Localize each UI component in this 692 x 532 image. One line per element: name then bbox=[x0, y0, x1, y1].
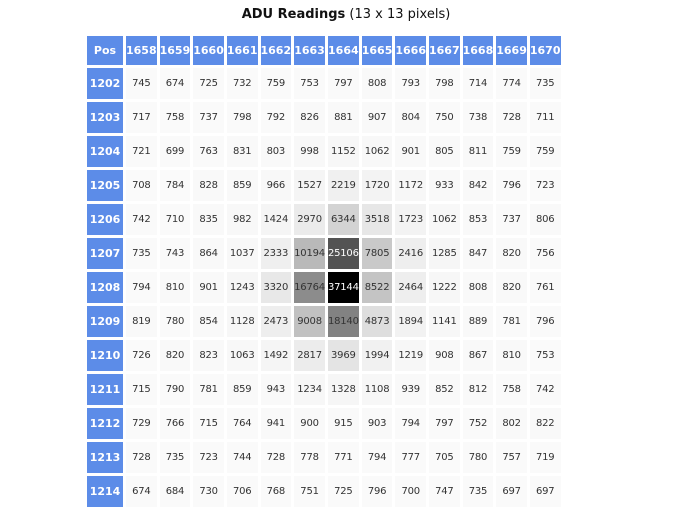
adu-cell-1663-1202: 753 bbox=[294, 68, 325, 99]
adu-cell-1665-1214: 796 bbox=[362, 476, 393, 507]
adu-cell-1665-1210: 1994 bbox=[362, 340, 393, 371]
adu-cell-1669-1203: 728 bbox=[496, 102, 527, 133]
adu-cell-1666-1214: 700 bbox=[395, 476, 426, 507]
adu-cell-1660-1203: 737 bbox=[193, 102, 224, 133]
adu-cell-1668-1205: 842 bbox=[463, 170, 494, 201]
column-header-1660: 1660 bbox=[193, 36, 224, 65]
adu-cell-1660-1213: 723 bbox=[193, 442, 224, 473]
adu-cell-1661-1209: 1128 bbox=[227, 306, 258, 337]
adu-cell-1668-1207: 847 bbox=[463, 238, 494, 269]
adu-cell-1658-1203: 717 bbox=[126, 102, 157, 133]
adu-cell-1660-1205: 828 bbox=[193, 170, 224, 201]
adu-cell-1661-1210: 1063 bbox=[227, 340, 258, 371]
adu-cell-1662-1204: 803 bbox=[261, 136, 292, 167]
page-title bbox=[0, 7, 692, 22]
row-header-1213: 1213 bbox=[87, 442, 123, 473]
adu-cell-1663-1210: 2817 bbox=[294, 340, 325, 371]
title-suffix-text: (13 x 13 pixels) bbox=[345, 7, 451, 22]
adu-cell-1659-1204: 699 bbox=[160, 136, 191, 167]
adu-cell-1666-1212: 794 bbox=[395, 408, 426, 439]
adu-cell-1669-1214: 697 bbox=[496, 476, 527, 507]
row-header-1211: 1211 bbox=[87, 374, 123, 405]
adu-cell-1668-1203: 738 bbox=[463, 102, 494, 133]
table-row-1214 bbox=[87, 476, 561, 507]
adu-cell-1670-1205: 723 bbox=[530, 170, 561, 201]
adu-cell-1669-1207: 820 bbox=[496, 238, 527, 269]
adu-cell-1661-1211: 859 bbox=[227, 374, 258, 405]
adu-cell-1662-1209: 2473 bbox=[261, 306, 292, 337]
adu-cell-1670-1212: 822 bbox=[530, 408, 561, 439]
adu-cell-1665-1206: 3518 bbox=[362, 204, 393, 235]
adu-cell-1664-1206: 6344 bbox=[328, 204, 359, 235]
table-row-1204 bbox=[87, 136, 561, 167]
adu-cell-1660-1204: 763 bbox=[193, 136, 224, 167]
adu-cell-1670-1203: 711 bbox=[530, 102, 561, 133]
adu-cell-1662-1213: 728 bbox=[261, 442, 292, 473]
adu-cell-1667-1211: 852 bbox=[429, 374, 460, 405]
adu-cell-1659-1212: 766 bbox=[160, 408, 191, 439]
adu-cell-1670-1211: 742 bbox=[530, 374, 561, 405]
column-header-1661: 1661 bbox=[227, 36, 258, 65]
adu-cell-1664-1203: 881 bbox=[328, 102, 359, 133]
adu-cell-1664-1210: 3969 bbox=[328, 340, 359, 371]
adu-cell-1670-1207: 756 bbox=[530, 238, 561, 269]
adu-cell-1664-1208: 37144 bbox=[328, 272, 359, 303]
title-main-text: ADU Readings bbox=[241, 7, 346, 22]
adu-cell-1660-1206: 835 bbox=[193, 204, 224, 235]
column-header-row bbox=[87, 36, 561, 65]
adu-cell-1669-1205: 796 bbox=[496, 170, 527, 201]
adu-cell-1668-1204: 811 bbox=[463, 136, 494, 167]
table-row-1210 bbox=[87, 340, 561, 371]
adu-cell-1665-1208: 8522 bbox=[362, 272, 393, 303]
adu-cell-1659-1209: 780 bbox=[160, 306, 191, 337]
column-header-1668: 1668 bbox=[463, 36, 494, 65]
adu-cell-1668-1208: 808 bbox=[463, 272, 494, 303]
adu-cell-1658-1202: 745 bbox=[126, 68, 157, 99]
adu-cell-1666-1210: 1219 bbox=[395, 340, 426, 371]
adu-cell-1669-1209: 781 bbox=[496, 306, 527, 337]
table-row-1211 bbox=[87, 374, 561, 405]
adu-cell-1669-1202: 774 bbox=[496, 68, 527, 99]
table-row-1202 bbox=[87, 68, 561, 99]
row-header-1206: 1206 bbox=[87, 204, 123, 235]
adu-cell-1659-1206: 710 bbox=[160, 204, 191, 235]
column-header-1663: 1663 bbox=[294, 36, 325, 65]
column-header-1670: 1670 bbox=[530, 36, 561, 65]
adu-cell-1670-1206: 806 bbox=[530, 204, 561, 235]
adu-cell-1669-1212: 802 bbox=[496, 408, 527, 439]
adu-cell-1661-1203: 798 bbox=[227, 102, 258, 133]
row-header-1208: 1208 bbox=[87, 272, 123, 303]
adu-cell-1663-1207: 10194 bbox=[294, 238, 325, 269]
adu-cell-1658-1213: 728 bbox=[126, 442, 157, 473]
row-header-1202: 1202 bbox=[87, 68, 123, 99]
adu-cell-1664-1213: 771 bbox=[328, 442, 359, 473]
row-header-1212: 1212 bbox=[87, 408, 123, 439]
adu-cell-1663-1209: 9008 bbox=[294, 306, 325, 337]
table-body bbox=[87, 68, 561, 507]
adu-cell-1666-1208: 2464 bbox=[395, 272, 426, 303]
corner-header-pos: Pos bbox=[87, 36, 123, 65]
adu-cell-1663-1206: 2970 bbox=[294, 204, 325, 235]
adu-cell-1658-1205: 708 bbox=[126, 170, 157, 201]
adu-cell-1661-1212: 764 bbox=[227, 408, 258, 439]
adu-cell-1670-1208: 761 bbox=[530, 272, 561, 303]
adu-cell-1664-1214: 725 bbox=[328, 476, 359, 507]
adu-cell-1666-1202: 793 bbox=[395, 68, 426, 99]
adu-cell-1661-1204: 831 bbox=[227, 136, 258, 167]
adu-cell-1660-1207: 864 bbox=[193, 238, 224, 269]
adu-cell-1667-1210: 908 bbox=[429, 340, 460, 371]
adu-cell-1662-1206: 1424 bbox=[261, 204, 292, 235]
adu-cell-1658-1206: 742 bbox=[126, 204, 157, 235]
adu-cell-1663-1214: 751 bbox=[294, 476, 325, 507]
adu-cell-1668-1209: 889 bbox=[463, 306, 494, 337]
row-header-1207: 1207 bbox=[87, 238, 123, 269]
adu-cell-1670-1214: 697 bbox=[530, 476, 561, 507]
table-row-1206 bbox=[87, 204, 561, 235]
adu-cell-1663-1212: 900 bbox=[294, 408, 325, 439]
table-row-1207 bbox=[87, 238, 561, 269]
column-header-1664: 1664 bbox=[328, 36, 359, 65]
adu-cell-1658-1211: 715 bbox=[126, 374, 157, 405]
adu-cell-1663-1211: 1234 bbox=[294, 374, 325, 405]
column-header-1659: 1659 bbox=[160, 36, 191, 65]
adu-cell-1659-1213: 735 bbox=[160, 442, 191, 473]
adu-cell-1667-1214: 747 bbox=[429, 476, 460, 507]
adu-cell-1667-1207: 1285 bbox=[429, 238, 460, 269]
adu-cell-1662-1207: 2333 bbox=[261, 238, 292, 269]
adu-cell-1665-1205: 1720 bbox=[362, 170, 393, 201]
adu-cell-1662-1208: 3320 bbox=[261, 272, 292, 303]
adu-cell-1668-1214: 735 bbox=[463, 476, 494, 507]
adu-cell-1667-1206: 1062 bbox=[429, 204, 460, 235]
table-row-1208 bbox=[87, 272, 561, 303]
table-row-1213 bbox=[87, 442, 561, 473]
table-row-1209 bbox=[87, 306, 561, 337]
table-header-row-group bbox=[87, 36, 561, 65]
adu-cell-1668-1213: 780 bbox=[463, 442, 494, 473]
adu-cell-1666-1204: 901 bbox=[395, 136, 426, 167]
adu-cell-1662-1211: 943 bbox=[261, 374, 292, 405]
adu-cell-1662-1214: 768 bbox=[261, 476, 292, 507]
row-header-1210: 1210 bbox=[87, 340, 123, 371]
adu-cell-1658-1208: 794 bbox=[126, 272, 157, 303]
adu-cell-1658-1204: 721 bbox=[126, 136, 157, 167]
adu-cell-1666-1206: 1723 bbox=[395, 204, 426, 235]
adu-cell-1664-1205: 2219 bbox=[328, 170, 359, 201]
adu-cell-1659-1203: 758 bbox=[160, 102, 191, 133]
adu-cell-1664-1211: 1328 bbox=[328, 374, 359, 405]
column-header-1665: 1665 bbox=[362, 36, 393, 65]
adu-cell-1659-1207: 743 bbox=[160, 238, 191, 269]
adu-cell-1670-1202: 735 bbox=[530, 68, 561, 99]
adu-cell-1661-1205: 859 bbox=[227, 170, 258, 201]
adu-cell-1669-1211: 758 bbox=[496, 374, 527, 405]
column-header-1662: 1662 bbox=[261, 36, 292, 65]
adu-cell-1658-1212: 729 bbox=[126, 408, 157, 439]
adu-cell-1669-1206: 737 bbox=[496, 204, 527, 235]
adu-cell-1667-1208: 1222 bbox=[429, 272, 460, 303]
adu-cell-1665-1202: 808 bbox=[362, 68, 393, 99]
adu-cell-1666-1211: 939 bbox=[395, 374, 426, 405]
adu-cell-1668-1212: 752 bbox=[463, 408, 494, 439]
adu-cell-1662-1202: 759 bbox=[261, 68, 292, 99]
adu-cell-1666-1213: 777 bbox=[395, 442, 426, 473]
table-row-1205 bbox=[87, 170, 561, 201]
adu-cell-1668-1206: 853 bbox=[463, 204, 494, 235]
adu-cell-1668-1210: 867 bbox=[463, 340, 494, 371]
adu-cell-1669-1213: 757 bbox=[496, 442, 527, 473]
adu-cell-1667-1204: 805 bbox=[429, 136, 460, 167]
adu-cell-1661-1214: 706 bbox=[227, 476, 258, 507]
adu-cell-1664-1204: 1152 bbox=[328, 136, 359, 167]
adu-cell-1664-1212: 915 bbox=[328, 408, 359, 439]
adu-cell-1659-1205: 784 bbox=[160, 170, 191, 201]
adu-cell-1666-1205: 1172 bbox=[395, 170, 426, 201]
adu-cell-1663-1203: 826 bbox=[294, 102, 325, 133]
row-header-1209: 1209 bbox=[87, 306, 123, 337]
row-header-1214: 1214 bbox=[87, 476, 123, 507]
adu-cell-1659-1214: 684 bbox=[160, 476, 191, 507]
adu-cell-1662-1210: 1492 bbox=[261, 340, 292, 371]
adu-cell-1658-1207: 735 bbox=[126, 238, 157, 269]
adu-cell-1660-1208: 901 bbox=[193, 272, 224, 303]
adu-cell-1665-1211: 1108 bbox=[362, 374, 393, 405]
adu-cell-1662-1203: 792 bbox=[261, 102, 292, 133]
adu-cell-1659-1202: 674 bbox=[160, 68, 191, 99]
adu-cell-1661-1213: 744 bbox=[227, 442, 258, 473]
adu-cell-1670-1209: 796 bbox=[530, 306, 561, 337]
column-header-1667: 1667 bbox=[429, 36, 460, 65]
adu-cell-1658-1210: 726 bbox=[126, 340, 157, 371]
adu-cell-1659-1208: 810 bbox=[160, 272, 191, 303]
adu-cell-1663-1208: 16764 bbox=[294, 272, 325, 303]
adu-cell-1666-1209: 1894 bbox=[395, 306, 426, 337]
adu-cell-1662-1205: 966 bbox=[261, 170, 292, 201]
adu-cell-1661-1208: 1243 bbox=[227, 272, 258, 303]
adu-cell-1667-1202: 798 bbox=[429, 68, 460, 99]
adu-cell-1667-1209: 1141 bbox=[429, 306, 460, 337]
adu-cell-1669-1210: 810 bbox=[496, 340, 527, 371]
adu-cell-1666-1207: 2416 bbox=[395, 238, 426, 269]
adu-cell-1667-1212: 797 bbox=[429, 408, 460, 439]
adu-cell-1667-1205: 933 bbox=[429, 170, 460, 201]
adu-cell-1660-1202: 725 bbox=[193, 68, 224, 99]
adu-cell-1665-1204: 1062 bbox=[362, 136, 393, 167]
adu-cell-1660-1211: 781 bbox=[193, 374, 224, 405]
adu-cell-1664-1209: 18140 bbox=[328, 306, 359, 337]
adu-cell-1661-1207: 1037 bbox=[227, 238, 258, 269]
adu-cell-1665-1203: 907 bbox=[362, 102, 393, 133]
adu-cell-1665-1207: 7805 bbox=[362, 238, 393, 269]
adu-cell-1658-1209: 819 bbox=[126, 306, 157, 337]
adu-cell-1660-1209: 854 bbox=[193, 306, 224, 337]
row-header-1205: 1205 bbox=[87, 170, 123, 201]
adu-cell-1665-1213: 794 bbox=[362, 442, 393, 473]
adu-cell-1670-1210: 753 bbox=[530, 340, 561, 371]
adu-cell-1661-1202: 732 bbox=[227, 68, 258, 99]
adu-cell-1659-1210: 820 bbox=[160, 340, 191, 371]
adu-cell-1670-1213: 719 bbox=[530, 442, 561, 473]
adu-cell-1667-1203: 750 bbox=[429, 102, 460, 133]
adu-cell-1668-1202: 714 bbox=[463, 68, 494, 99]
adu-cell-1660-1212: 715 bbox=[193, 408, 224, 439]
row-header-1204: 1204 bbox=[87, 136, 123, 167]
column-header-1669: 1669 bbox=[496, 36, 527, 65]
table-row-1203 bbox=[87, 102, 561, 133]
adu-cell-1664-1207: 25106 bbox=[328, 238, 359, 269]
adu-cell-1664-1202: 797 bbox=[328, 68, 359, 99]
adu-cell-1669-1208: 820 bbox=[496, 272, 527, 303]
column-header-1658: 1658 bbox=[126, 36, 157, 65]
adu-cell-1660-1214: 730 bbox=[193, 476, 224, 507]
adu-cell-1665-1209: 4873 bbox=[362, 306, 393, 337]
table-row-1212 bbox=[87, 408, 561, 439]
adu-readings-table bbox=[84, 33, 564, 510]
column-header-1666: 1666 bbox=[395, 36, 426, 65]
adu-cell-1663-1204: 998 bbox=[294, 136, 325, 167]
adu-cell-1663-1213: 778 bbox=[294, 442, 325, 473]
adu-cell-1661-1206: 982 bbox=[227, 204, 258, 235]
row-header-1203: 1203 bbox=[87, 102, 123, 133]
adu-cell-1668-1211: 812 bbox=[463, 374, 494, 405]
adu-cell-1667-1213: 705 bbox=[429, 442, 460, 473]
adu-cell-1670-1204: 759 bbox=[530, 136, 561, 167]
adu-cell-1659-1211: 790 bbox=[160, 374, 191, 405]
adu-cell-1665-1212: 903 bbox=[362, 408, 393, 439]
adu-cell-1662-1212: 941 bbox=[261, 408, 292, 439]
adu-cell-1658-1214: 674 bbox=[126, 476, 157, 507]
adu-cell-1666-1203: 804 bbox=[395, 102, 426, 133]
adu-cell-1669-1204: 759 bbox=[496, 136, 527, 167]
adu-cell-1663-1205: 1527 bbox=[294, 170, 325, 201]
adu-cell-1660-1210: 823 bbox=[193, 340, 224, 371]
